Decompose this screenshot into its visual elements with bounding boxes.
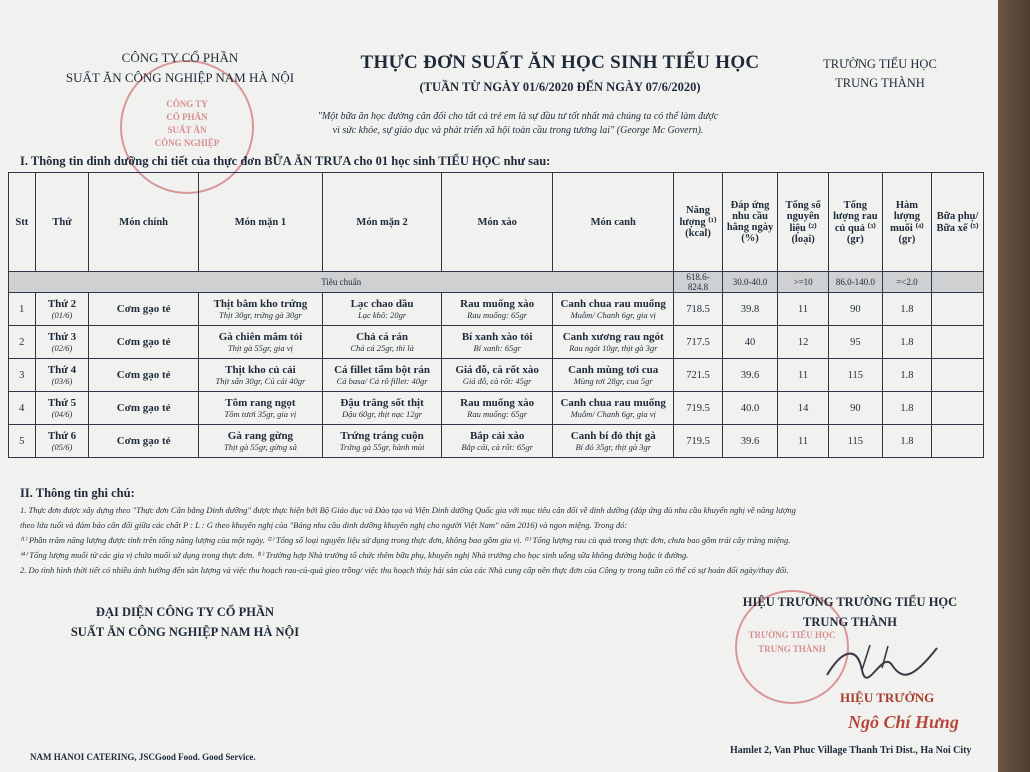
cell-mon-canh (553, 293, 674, 326)
cell-mon-man-2 (322, 359, 441, 392)
cell-mon-man-1 (198, 425, 322, 458)
cell-mon-xao (442, 293, 553, 326)
cell-rau-cu: 90 (828, 293, 882, 326)
day-date: (03/6) (51, 376, 73, 386)
cell-thu (35, 326, 89, 359)
note-1b: theo lứa tuổi và đảm bảo cân đối giữa các chất P : L : G theo khuyến nghị của "Bảng nhu cầu dinh dưỡng khuyến nghị cho người Việt Nam" năm 2016) và ngon miệng. Trong đó: (20, 520, 628, 530)
table-row (9, 326, 984, 359)
cell-tong-so: 11 (778, 293, 828, 326)
company-stamp-line: CÔNG NGHIỆP (154, 138, 220, 148)
cell-bua-phu (932, 326, 984, 359)
cell-pct: 39.6 (722, 425, 778, 458)
dish-name: Bí xanh xào tỏi (461, 331, 533, 343)
day-date: (02/6) (51, 343, 73, 353)
dish-name: Cơm gạo tẻ (116, 402, 171, 414)
cell-rau-cu: 95 (828, 326, 882, 359)
cell-mon-man-2 (322, 326, 441, 359)
cell-tong-so: 12 (778, 326, 828, 359)
table-header-row (9, 173, 984, 272)
cell-thu (35, 293, 89, 326)
wood-background (998, 0, 1030, 772)
quote (268, 110, 768, 138)
cell-muoi: 1.8 (882, 359, 931, 392)
cell-mon-canh (553, 392, 674, 425)
dish-name: Canh chua rau muống (560, 397, 666, 409)
cell-mon-canh (553, 359, 674, 392)
dish-name: Giá đỗ, cà rốt xào (455, 364, 539, 376)
cell-tong-so: 14 (778, 392, 828, 425)
company-rep-line-1: ĐẠI DIỆN CÔNG TY CỔ PHẦN (95, 605, 275, 619)
table-row (9, 392, 984, 425)
page-title: THỰC ĐƠN SUẤT ĂN HỌC SINH TIỂU HỌC (360, 52, 760, 73)
cell-thu (35, 392, 89, 425)
cell-stt: 3 (9, 359, 36, 392)
dish-detail: Bắp cải, cà rốt: 65gr (461, 442, 533, 452)
col-mon-canh: Món canh (553, 173, 674, 272)
cell-mon-man-2 (322, 425, 441, 458)
principal-title: HIỆU TRƯỞNG (840, 690, 935, 705)
company-stamp-line: SUẤT ĂN (167, 125, 207, 135)
dish-detail: Đậu 60gr, thịt nạc 12gr (342, 409, 423, 419)
cell-mon-canh (553, 425, 674, 458)
col-ham-luong: Hàm lượng muối ⁽⁴⁾ (gr) (882, 173, 931, 272)
company-rep-line-2: SUẤT ĂN CÔNG NGHIỆP NAM HÀ NỘI (70, 625, 300, 639)
principal-line-2: TRUNG THÀNH (803, 615, 897, 629)
cell-stt: 5 (9, 425, 36, 458)
col-thu: Thứ (35, 173, 89, 272)
standard-bua-phu (932, 272, 984, 293)
cell-mon-man-2 (322, 293, 441, 326)
dish-name: Tôm rang ngọt (225, 397, 296, 409)
standard-row (9, 272, 984, 293)
dish-detail: Thịt 30gr, trứng gà 30gr (219, 310, 302, 320)
quote-line-2: vì sức khỏe, sự giáo dục và phát triển xã hội toàn cầu trong tương lai" (George Mc Govern). (332, 125, 704, 136)
dish-name: Bắp cải xào (469, 430, 525, 442)
school-header (800, 55, 960, 93)
cell-muoi: 1.8 (882, 392, 931, 425)
cell-mon-chinh (89, 293, 199, 326)
standard-tong-so: >=10 (778, 272, 828, 293)
dish-detail: Giá đỗ, cà rốt: 45gr (462, 376, 532, 386)
page-subtitle: (TUẦN TỪ NGÀY 01/6/2020 ĐẾN NGÀY 07/6/2020) (419, 80, 701, 94)
cell-mon-chinh (89, 326, 199, 359)
cell-bua-phu (932, 359, 984, 392)
cell-mon-man-1 (198, 359, 322, 392)
dish-name: Gà rang gừng (227, 430, 294, 442)
dish-name: Rau muống xào (460, 298, 535, 310)
dish-name: Rau muống xào (460, 397, 535, 409)
footer-company: NAM HANOI CATERING, JSCGood Food. Good Service. (30, 752, 256, 762)
school-line-1: TRƯỜNG TIỂU HỌC (823, 57, 937, 71)
company-header (30, 48, 330, 88)
dish-name: Thịt bằm kho trứng (213, 298, 308, 310)
cell-mon-xao (442, 359, 553, 392)
col-nang-luong: Năng lượng ⁽¹⁾ (kcal) (674, 173, 722, 272)
company-signature-block (40, 602, 330, 642)
day-label: Thứ 2 (47, 298, 77, 310)
cell-mon-xao (442, 425, 553, 458)
cell-mon-man-1 (198, 326, 322, 359)
day-date: (04/6) (51, 409, 73, 419)
cell-pct: 39.6 (722, 359, 778, 392)
principal-line-1: HIỆU TRƯỞNG TRƯỜNG TIỂU HỌC (742, 595, 958, 609)
dish-detail: Trứng gà 55gr, hành mùi (339, 442, 425, 452)
col-stt: Stt (9, 173, 36, 272)
note-footnotes-4-5: ⁽⁴⁾ Tổng lượng muối từ các gia vị chứa muối sử dụng trong thực đơn. ⁽⁵⁾ Trường hợp Nhà trường tổ chức thêm bữa phụ, khuyến nghị Nhà trường cho học sinh uống sữa không đường hoặc ít đường. (20, 550, 689, 560)
cell-pct: 39.8 (722, 293, 778, 326)
school-stamp-line: TRƯỜNG TIỂU HỌC (748, 630, 836, 640)
cell-bua-phu (932, 392, 984, 425)
col-dap-ung: Đáp ứng nhu cầu hằng ngày (%) (722, 173, 778, 272)
dish-name: Cá fillet tẩm bột rán (334, 364, 431, 376)
cell-kcal: 717.5 (674, 326, 722, 359)
dish-name: Chả cá rán (356, 331, 409, 343)
cell-pct: 40 (722, 326, 778, 359)
cell-mon-canh (553, 326, 674, 359)
cell-mon-xao (442, 392, 553, 425)
table-row (9, 293, 984, 326)
company-stamp-line: CÔNG TY (166, 99, 208, 109)
day-label: Thứ 3 (47, 331, 77, 343)
col-tong-so: Tổng số nguyên liệu ⁽²⁾ (loại) (778, 173, 828, 272)
dish-name: Canh chua rau muống (560, 298, 666, 310)
day-label: Thứ 4 (47, 364, 77, 376)
standard-label: Tiêu chuẩn (9, 272, 674, 293)
note-1a: 1. Thực đơn được xây dựng theo "Thực đơn Cân bằng Dinh dưỡng" được thực hiện bởi Bộ Giáo dục và Đào tạo và Viện Dinh dưỡng Quốc gia với mục tiêu cân đối về dinh dưỡng (đáp ứng đủ nhu cầu khuyến nghị về năng lượng (20, 505, 796, 515)
company-stamp-line: CỔ PHẦN (166, 112, 208, 122)
col-mon-man-2: Món mặn 2 (322, 173, 441, 272)
cell-tong-so: 11 (778, 425, 828, 458)
dish-detail: Thịt sấn 30gr, Củ cải 40gr (215, 376, 306, 386)
standard-dap-ung: 30.0-40.0 (722, 272, 778, 293)
dish-name: Cơm gạo tẻ (116, 369, 171, 381)
company-line-1: CÔNG TY CỔ PHẦN (121, 50, 239, 65)
cell-stt: 2 (9, 326, 36, 359)
cell-mon-chinh (89, 359, 199, 392)
cell-bua-phu (932, 293, 984, 326)
dish-name: Canh xương rau ngót (562, 331, 664, 343)
dish-detail: Tôm tươi 35gr, gia vị (224, 409, 297, 419)
cell-thu (35, 359, 89, 392)
table-row (9, 359, 984, 392)
section-1-title: I. Thông tin dinh dưỡng chi tiết của thực đơn BỮA ĂN TRƯA cho 01 học sinh TIỂU HỌC như sau: (20, 154, 551, 168)
cell-rau-cu: 115 (828, 425, 882, 458)
cell-kcal: 719.5 (674, 392, 722, 425)
dish-name: Cơm gạo tẻ (116, 303, 171, 315)
dish-detail: Chả cá 25gr, thì là (350, 343, 414, 353)
school-line-2: TRUNG THÀNH (835, 76, 925, 90)
dish-name: Đậu trắng sốt thịt (340, 397, 424, 409)
cell-tong-so: 11 (778, 359, 828, 392)
dish-name: Canh bí đỏ thịt gà (570, 430, 656, 442)
cell-mon-chinh (89, 425, 199, 458)
footer-address: Hamlet 2, Van Phuc Village Thanh Tri Dist., Ha Noi City (730, 745, 972, 756)
cell-mon-man-1 (198, 293, 322, 326)
col-mon-chinh: Món chính (89, 173, 199, 272)
col-mon-man-1: Món mặn 1 (198, 173, 322, 272)
note-footnotes-1-3: ⁽¹⁾ Phần trăm năng lượng được tính trên tổng năng lượng của một ngày. ⁽²⁾ Tổng số loại nguyên liệu sử dụng trong thực đơn, không bao gồm gia vị. ⁽³⁾ Tổng lượng rau củ quả trong thực đơn, chưa bao gồm trái cây tráng miệng. (20, 535, 791, 545)
dish-detail: Rau muống: 65gr (467, 409, 528, 419)
standard-ham-luong: =<2.0 (882, 272, 931, 293)
dish-detail: Thịt gà 55gr, gừng sả (223, 442, 297, 452)
dish-detail: Bí đỏ 35gr, thịt gà 3gr (575, 442, 651, 452)
dish-name: Thịt kho củ cải (225, 364, 296, 376)
dish-detail: Muỗm/ Chanh 6gr, gia vị (570, 409, 656, 419)
col-rau-cu: Tổng lượng rau củ quả ⁽³⁾ (gr) (828, 173, 882, 272)
section-2-title: II. Thông tin ghi chú: (20, 486, 135, 500)
cell-muoi: 1.8 (882, 293, 931, 326)
cell-kcal: 718.5 (674, 293, 722, 326)
cell-mon-chinh (89, 392, 199, 425)
dish-name: Gà chiên mắm tỏi (218, 331, 303, 343)
dish-detail: Muỗm/ Chanh 6gr, gia vị (570, 310, 656, 320)
day-label: Thứ 6 (47, 430, 77, 442)
standard-nang-luong: 618.6-824.8 (674, 272, 722, 293)
dish-detail: Bí xanh: 65gr (473, 343, 521, 353)
dish-name: Cơm gạo tẻ (116, 336, 171, 348)
cell-rau-cu: 90 (828, 392, 882, 425)
note-2: 2. Do tình hình thời tiết có nhiều ảnh hưởng đến sản lượng và việc thu hoạch rau-củ-quả gieo trồng/ việc thu hoạch thủy hải sản của các Nhà cung cấp nên thực đơn của Công ty trong tuần có thể có sự hoán đổi ngày/thay đổi. (20, 565, 789, 575)
day-date: (01/6) (51, 310, 73, 320)
cell-stt: 4 (9, 392, 36, 425)
notes (20, 503, 980, 578)
standard-rau-cu: 86.0-140.0 (828, 272, 882, 293)
cell-stt: 1 (9, 293, 36, 326)
col-mon-xao: Món xào (442, 173, 553, 272)
principal-name: Ngô Chí Hưng (848, 712, 959, 732)
dish-detail: Lạc khô: 20gr (357, 310, 407, 320)
dish-name: Canh mùng tơi cua (568, 364, 659, 376)
dish-name: Trứng tráng cuộn (340, 430, 424, 442)
cell-rau-cu: 115 (828, 359, 882, 392)
cell-muoi: 1.8 (882, 326, 931, 359)
school-signature-block (740, 592, 960, 632)
dish-detail: Rau ngót 10gr, thịt gà 3gr (569, 343, 658, 353)
menu-table (8, 172, 984, 458)
cell-kcal: 719.5 (674, 425, 722, 458)
company-line-2: SUẤT ĂN CÔNG NGHIỆP NAM HÀ NỘI (65, 70, 295, 85)
table-row (9, 425, 984, 458)
dish-detail: Thịt gà 55gr, gia vị (227, 343, 293, 353)
cell-mon-xao (442, 326, 553, 359)
school-stamp-line: TRUNG THÀNH (758, 644, 826, 654)
cell-mon-man-1 (198, 392, 322, 425)
cell-pct: 40.0 (722, 392, 778, 425)
day-date: (05/6) (51, 442, 73, 452)
dish-detail: Mùng tơi 28gr, cua 5gr (573, 376, 653, 386)
cell-mon-man-2 (322, 392, 441, 425)
dish-name: Lạc chao dầu (350, 298, 414, 310)
dish-detail: Rau muống: 65gr (467, 310, 528, 320)
day-label: Thứ 5 (47, 397, 77, 409)
col-bua-phu: Bữa phụ/ Bữa xế ⁽⁵⁾ (932, 173, 984, 272)
handwritten-signature (822, 640, 942, 685)
dish-detail: Cá basa/ Cá rô fillet: 40gr (336, 376, 428, 386)
cell-thu (35, 425, 89, 458)
cell-bua-phu (932, 425, 984, 458)
dish-name: Cơm gạo tẻ (116, 435, 171, 447)
cell-kcal: 721.5 (674, 359, 722, 392)
cell-muoi: 1.8 (882, 425, 931, 458)
quote-line-1: "Một bữa ăn học đường cân đối cho tất cả trẻ em là sự đầu tư tốt nhất mà chúng ta có thể làm được (317, 111, 719, 122)
